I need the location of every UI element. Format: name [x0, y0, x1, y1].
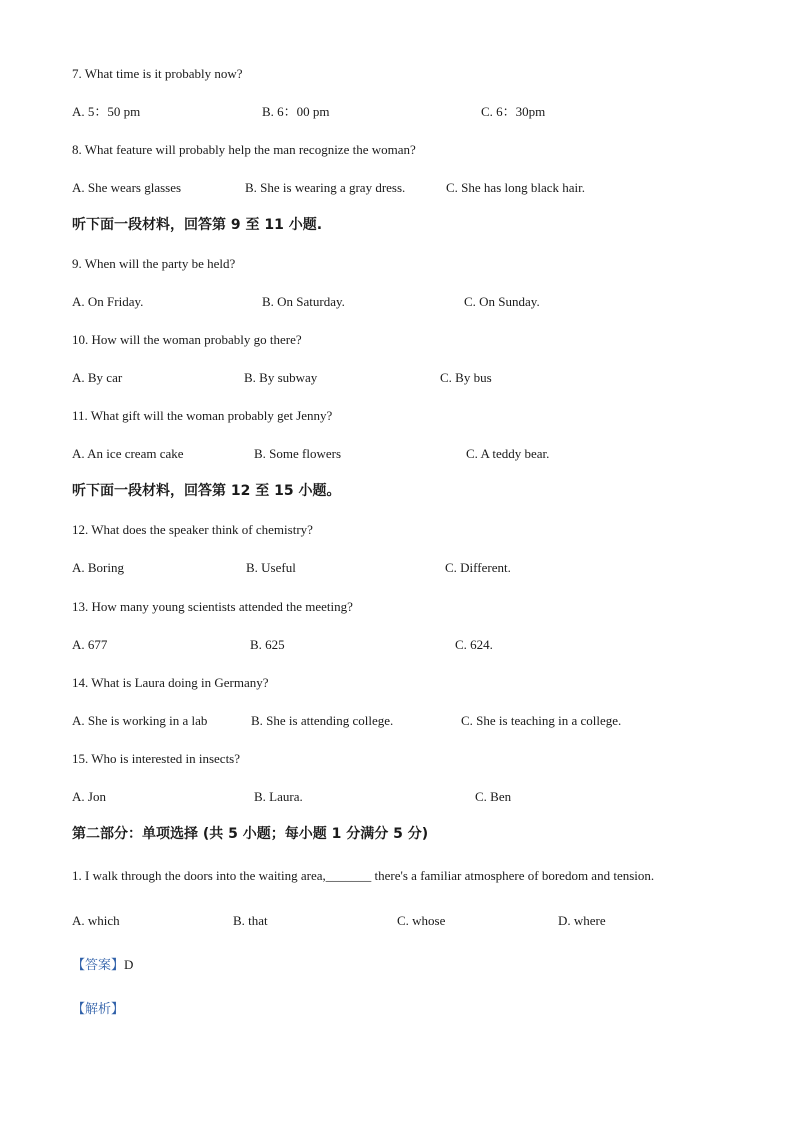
- q14-option-b: B. She is attending college.: [251, 713, 394, 728]
- q9-option-c: C. On Sunday.: [464, 294, 540, 309]
- question-9: 9. When will the party be held?: [72, 256, 236, 271]
- section-heading-12-15: 听下面一段材料，回答第 12 至 15 小题。: [72, 483, 341, 499]
- q12-option-b: B. Useful: [246, 560, 296, 575]
- p2q1-option-a: A. which: [72, 913, 120, 928]
- p2q1-option-b: B. that: [233, 913, 268, 928]
- part2-question-1: 1. I walk through the doors into the waiting area,_______ there's a familiar atmosphere of boredom and tension.: [72, 868, 655, 883]
- q13-option-c: C. 624.: [455, 637, 493, 652]
- q7-option-a: A. 5：50 pm: [72, 104, 141, 119]
- q15-option-a: A. Jon: [72, 789, 106, 804]
- question-12: 12. What does the speaker think of chemistry?: [72, 522, 313, 537]
- q13-option-a: A. 677: [72, 637, 108, 652]
- analysis-label: 【解析】: [72, 1002, 125, 1017]
- q10-option-b: B. By subway: [244, 370, 318, 385]
- q12-option-a: A. Boring: [72, 560, 124, 575]
- q7-option-b: B. 6：00 pm: [262, 104, 330, 119]
- q13-option-b: B. 625: [250, 637, 285, 652]
- question-7: 7. What time is it probably now?: [72, 66, 243, 81]
- q9-option-a: A. On Friday.: [72, 294, 144, 309]
- answer-line: [72, 957, 133, 974]
- q11-option-a: A. An ice cream cake: [72, 446, 184, 461]
- q10-option-a: A. By car: [72, 370, 123, 385]
- q12-option-c: C. Different.: [445, 560, 511, 575]
- q15-option-b: B. Laura.: [254, 789, 303, 804]
- q7-option-c: C. 6：30pm: [481, 104, 546, 119]
- p2q1-option-c: C. whose: [397, 913, 446, 928]
- q9-option-b: B. On Saturday.: [262, 294, 345, 309]
- section-heading-9-11: 听下面一段材料，回答第 9 至 11 小题.: [72, 217, 323, 233]
- p2q1-option-d: D. where: [558, 913, 606, 928]
- question-10: 10. How will the woman probably go there?: [72, 332, 302, 347]
- answer-label: 【答案】: [72, 958, 125, 973]
- question-8: 8. What feature will probably help the man recognize the woman?: [72, 142, 416, 157]
- question-11: 11. What gift will the woman probably get Jenny?: [72, 408, 333, 423]
- q8-option-a: A. She wears glasses: [72, 180, 182, 195]
- question-13: 13. How many young scientists attended the meeting?: [72, 599, 353, 614]
- question-14: 14. What is Laura doing in Germany?: [72, 675, 269, 690]
- q14-option-c: C. She is teaching in a college.: [461, 713, 622, 728]
- q14-option-a: A. She is working in a lab: [72, 713, 208, 728]
- q8-option-b: B. She is wearing a gray dress.: [245, 180, 406, 195]
- q10-option-c: C. By bus: [440, 370, 492, 385]
- q15-option-c: C. Ben: [475, 789, 512, 804]
- q11-option-c: C. A teddy bear.: [466, 446, 550, 461]
- answer-value: D: [124, 957, 134, 972]
- analysis-line: [72, 1001, 124, 1018]
- question-15: 15. Who is interested in insects?: [72, 751, 241, 766]
- q8-option-c: C. She has long black hair.: [446, 180, 586, 195]
- q11-option-b: B. Some flowers: [254, 446, 342, 461]
- part-two-heading: 第二部分：单项选择 (共 5 小题；每小题 1 分满分 5 分): [72, 826, 429, 842]
